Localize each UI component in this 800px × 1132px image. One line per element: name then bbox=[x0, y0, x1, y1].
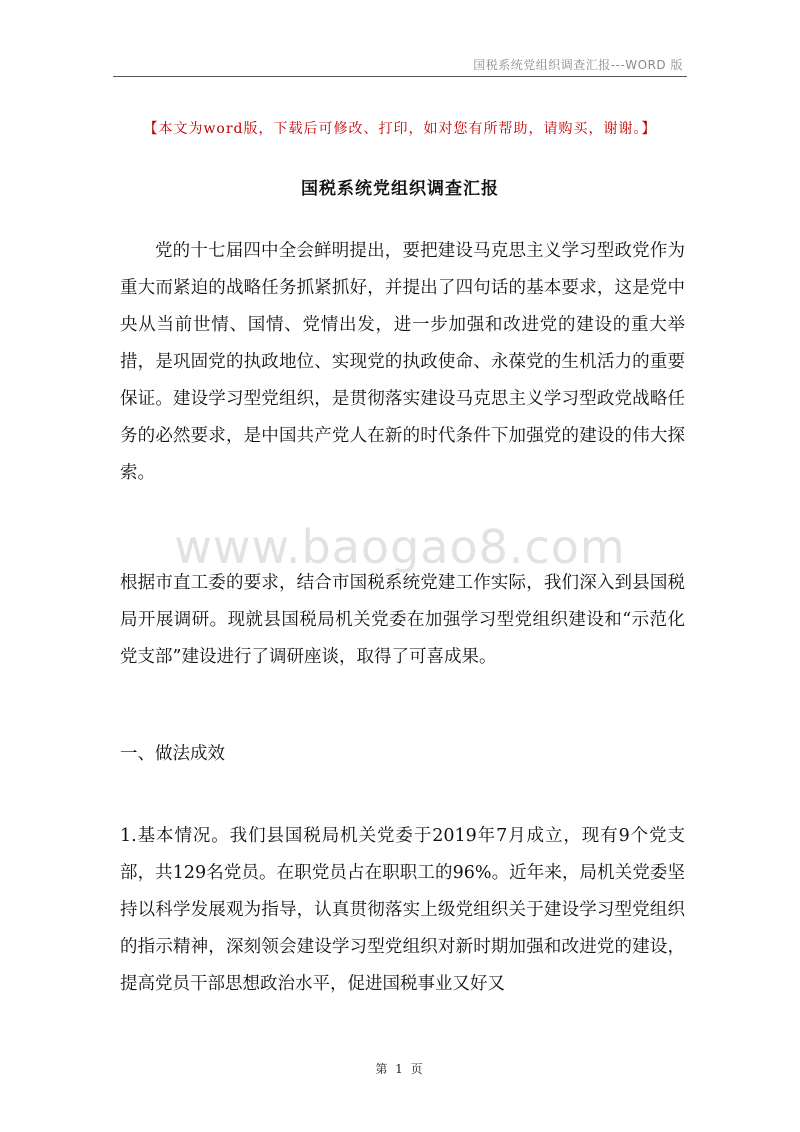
research-paragraph: 根据市直工委的要求，结合市国税系统党建工作实际，我们深入到县国税局开展调研。现就县国税局机关党委在加强学习型党组织建设和“示范化党支部”建设进行了调研座谈，取得了可喜成果。 bbox=[120, 573, 685, 667]
document-title: 国税系统党组织调查汇报 bbox=[301, 179, 499, 199]
header-divider bbox=[113, 76, 687, 77]
header-title: 国税系统党组织调查汇报---WORD 版 bbox=[473, 58, 683, 72]
page-number: 第 1 页 bbox=[375, 1062, 425, 1076]
purchase-notice: 【本文为word版，下载后可修改、打印，如对您有所帮助，请购买，谢谢。】 bbox=[143, 121, 657, 137]
watermark: www.baogao8.com bbox=[174, 520, 626, 574]
intro-paragraph: 党的十七届四中全会鲜明提出，要把建设马克思主义学习型政党作为重大而紧迫的战略任务抓紧抓好，并提出了四句话的基本要求，这是党中央从当前世情、国情、党情出发，进一步加强和改进党的建设的重大举措，是巩固党的执政地位、实现党的执政使命、永葆党的生机活力的重要保证。建设学习型党组织，是贯彻落实建设马克思主义学习型政党战略任务的必然要求，是中国共产党人在新的时代条件下加强党的建设的伟大探索。 bbox=[120, 241, 685, 483]
section-heading: 一、做法成效 bbox=[120, 744, 225, 764]
basic-situation-paragraph: 1.基本情况。我们县国税局机关党委于2019年7月成立，现有9个党支部，共129名党员。在职党员占在职职工的96%。近年来，局机关党委坚持以科学发展观为指导，认真贯彻落实上级党组织关于建设学习型党组织的指示精神，深刻领会建设学习型党组织对新时期加强和改进党的建设，提高党员干部思想政治水平，促进国税事业又好又 bbox=[120, 826, 685, 994]
